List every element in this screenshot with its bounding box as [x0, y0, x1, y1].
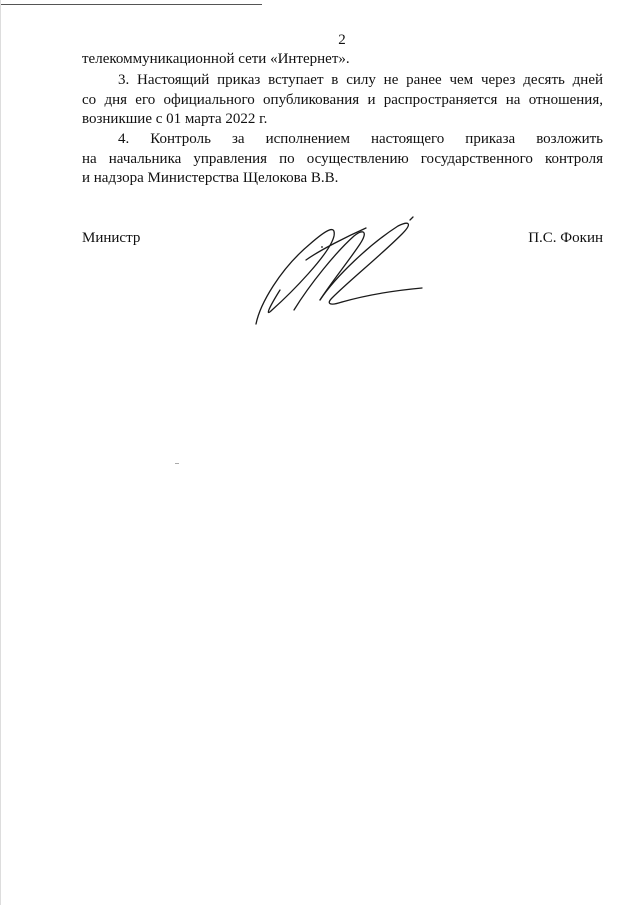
- page-number: 2: [338, 32, 346, 48]
- text-line: со дня его официального опубликования и распространяется на отношения,: [82, 91, 603, 108]
- scan-edge-left: [0, 0, 1, 905]
- text-line: 4. Контроль за исполнением настоящего приказа возложить: [118, 131, 603, 147]
- text-line: возникшие с 01 марта 2022 г.: [82, 111, 268, 127]
- paragraph-3: [82, 71, 603, 130]
- handwritten-signature: [250, 214, 430, 330]
- text-line: 3. Настоящий приказ вступает в силу не ранее чем через десять дней: [118, 72, 603, 88]
- paragraph-continuation: [82, 50, 603, 70]
- signatory-title: Министр: [82, 230, 141, 246]
- signatory-name: П.С. Фокин: [528, 230, 603, 246]
- paragraph-4: [82, 130, 603, 189]
- scan-edge-line: [0, 4, 262, 5]
- scan-artifact: [175, 463, 179, 464]
- text-line: и надзора Министерства Щелокова В.В.: [82, 170, 339, 186]
- text-line: на начальника управления по осуществлению государственного контроля: [82, 150, 603, 167]
- text-line: телекоммуникационной сети «Интернет».: [82, 51, 350, 67]
